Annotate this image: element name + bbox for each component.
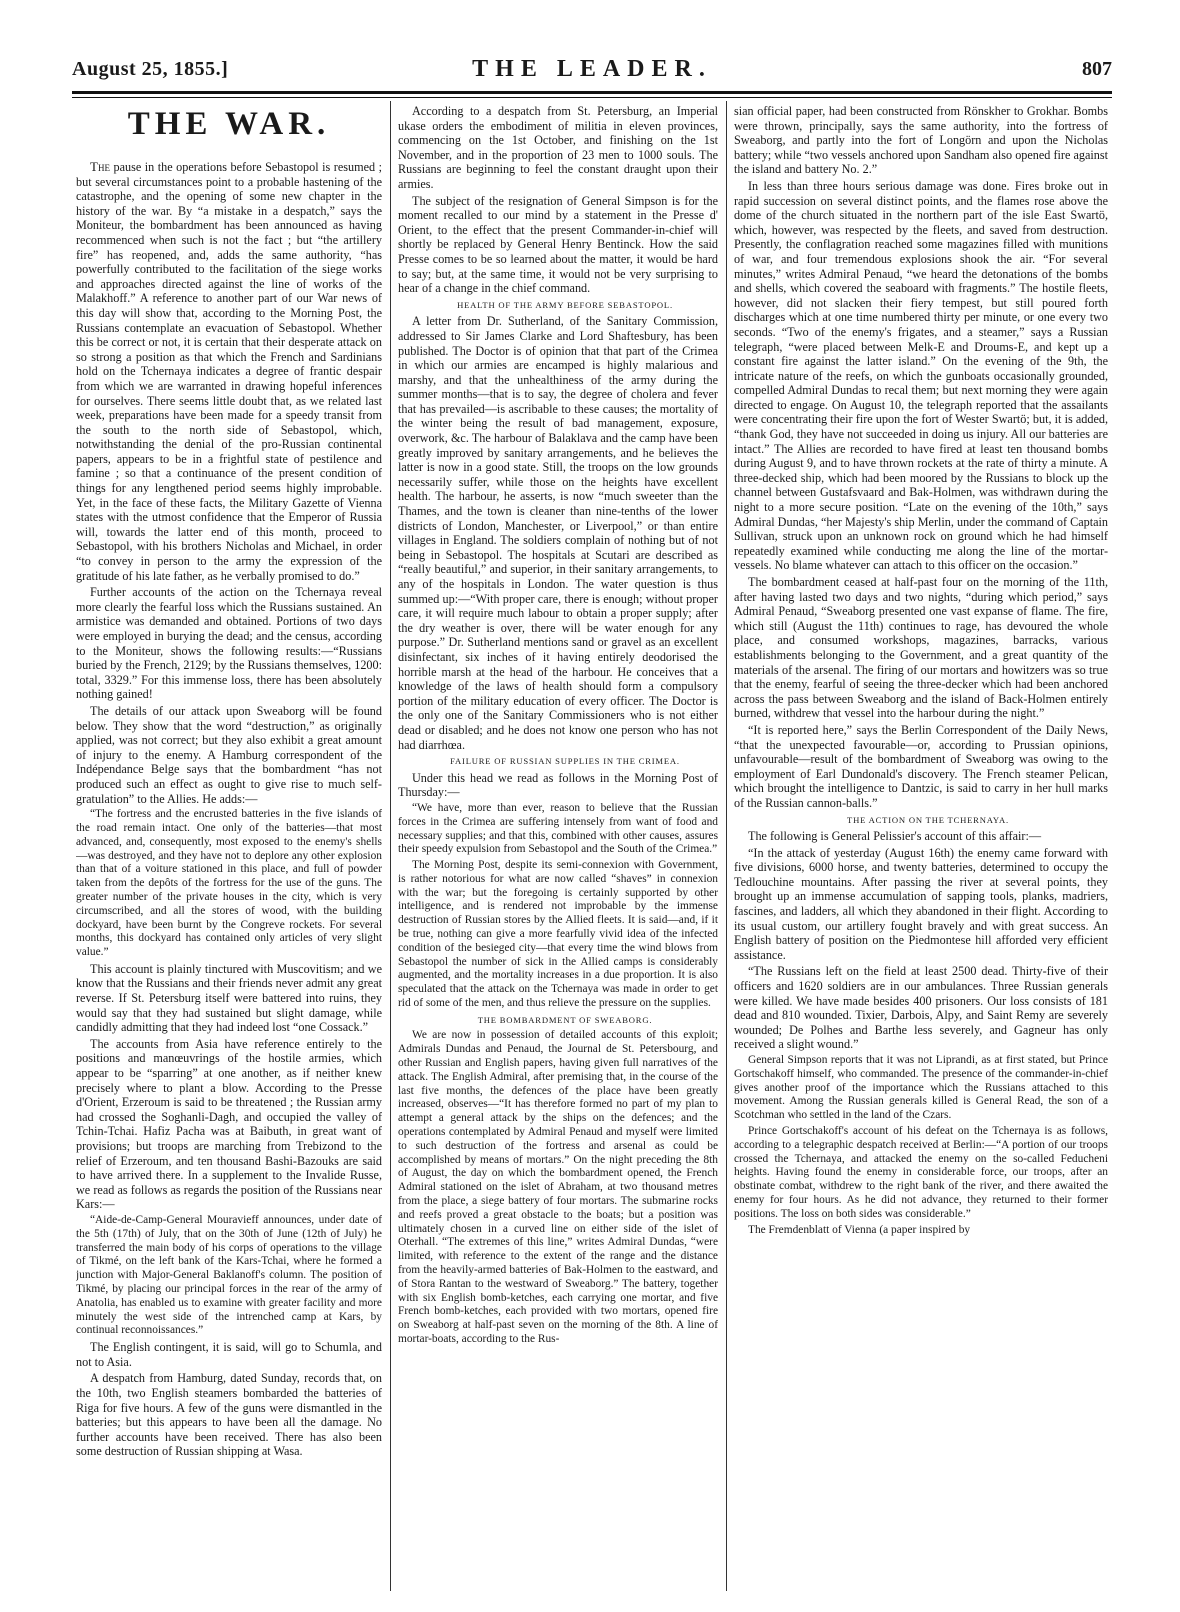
paragraph-text: pause in the operations before Sebastopol is resumed ; but several circumstances point to a probable hastening of the catastrophe, and the opening of some new chapter in the history of the war. By “a mistake in a despatch,” says the Moniteur, the bombardment has been announced as having recommenced when such is not the fact ; but “the artillery fire” has reopened, and, adds the same authority, “has powerfully contributed to the facilitation of the siege works and approaches directed against the line of works of the Malakhoff.” A reference to another part of our War news of this day will show that, according to the Morning Post, the Russians contemplate an evacuation of Sebastopol. Whether this be correct or not, it is certain that their desperate attack on so strong a position as that which the French and Sardinians hold on the Tchernaya indicates a degree of frantic despair from which we are warranted in drawing hopeful inferences for ourselves. There seems little doubt that, as we related last week, preparations have been made for a speedy transit from the south to the north side of Sebastopol, which, notwithstanding the denial of the pro-Russian continental papers, appears to be in a frightful state of pestilence and famine ; so that a continuance of the present condition of things for any lengthened period seems highly improbable. Yet, in the face of these facts, the Military Gazette of Vienna states with the utmost confidence that the Emperor of Russia will, towards the latter end of this month, proceed to Sebastopol, with his brothers Nicholas and Michael, in order “to convey in person to the army the expression of the gratitude of his late father, as he verbally promised to do.” <box>76 160 382 583</box>
quoted-paragraph: “We have, more than ever, reason to believe that the Russian forces in the Crimea are suffering intensely from want of food and necessary supplies; and that this, combined with other causes, assures their speedy expulsion from Sebastopol and the South of the Crimea.” <box>398 801 718 856</box>
paragraph: The accounts from Asia have reference entirely to the positions and manœuvrings of the hostile armies, which appear to be “sparring” at one another, as if neither knew precisely where to plant a blow. According to the Presse d'Orient, Erzeroum is said to be threatened ; the Russian army had crossed the Soghanli-Dagh, and occupied the valley of Tchin-Tchai. Hafiz Pacha was at Baibuth, in great want of provisions; but troops are marching from Trebizond to the relief of Erzeroum, and ten thousand Bashi-Bazouks are said to have arrived there. In a supplement to the Invalide Russe, we read as follows as regards the position of the Russians near Kars:— <box>76 1036 382 1212</box>
column-3 <box>734 104 1108 1588</box>
section-subhead: THE BOMBARDMENT OF SWEABORG. <box>477 1014 653 1025</box>
paragraph: This account is plainly tinctured with Muscovitism; and we know that the Russians and their friends never admit any great reverse. If St. Petersburg itself were battered into ruins, they would say that they had sustained but slight damage, while candidly admitting that they had indeed lost “one Cossack.” <box>76 961 382 1035</box>
paragraph: “It is reported here,” says the Berlin Correspondent of the Daily News, “that the unexpected favourable—or, according to Prussian opinions, unfavourable—result of the bombardment of Sweaborg was owing to the employment of Earl Dundonald's discovery. The French steamer Pelican, which brought the intelligence to Dantzic, is said to carry in her hull marks of the Russian cannon-balls.” <box>734 722 1108 810</box>
article-headline: THE WAR. <box>127 106 331 142</box>
paragraph: Under this head we read as follows in the Morning Post of Thursday:— <box>398 770 718 800</box>
paragraph: A despatch from Hamburg, dated Sunday, records that, on the 10th, two English steamers bombarded the batteries of Riga for five hours. A few of the guns were dismantled in the batteries; but this appears to have been all the damage. No further accounts have been received. There has also been some destruction of Russian shipping at Wasa. <box>76 1371 382 1459</box>
masthead-rule-thick <box>72 91 1112 94</box>
quoted-paragraph: “In the attack of yesterday (August 16th) the enemy came forward with five divisions, 6000 horse, and twenty batteries, determined to occupy the Tedlouchine mountains. After passing the river at several points, they brought up an immense accumulation of sapping tools, planks, madriers, fascines, and ladders, all which they abandoned in their flight. According to its usual custom, our artillery fought bravely and with great success. An English battery of position on the Piedmontese hill afforded very efficient assistance. <box>734 845 1108 962</box>
quoted-paragraph: “Aide-de-Camp-General Mouravieff announces, under date of the 5th (17th) of July, that on the 30th of June (12th of July) he transferred the main body of his corps of operations to the village of Tikmé, on the left bank of the Kars-Tchai, where he formed a junction with Major-General Baklanoff's column. The position of Tikmé, by placing our principal forces in the rear of the army of Anatolia, has enabled us to examine with greater facility and more minutely the west side of the intrenched camp at Kars, by continual reconnoissances.” <box>76 1213 382 1337</box>
paragraph: The Fremdenblatt of Vienna (a paper inspired by <box>748 1223 971 1236</box>
paragraph: The Morning Post, despite its semi-connexion with Government, is rather notorious for what are now called “shaves” in connexion with the war; but the foregoing is certainly supported by other intelligence, and is rendered not improbable by the immense destruction of Russian stores by the Allied fleets. It is said—and, if it be true, nothing can give a more fearfully vivid idea of the infected condition of the besieged city—that every time the wind blows from Sebastopol the number of sick in the Allied camps is considerably augmented, and the mortality increases in a due proportion. It is also speculated that the attack on the Tchernaya was made in order to get rid of some of the men, and thus relieve the pressure on the supplies. <box>398 859 718 1010</box>
issue-date: August 25, 1855.] <box>72 58 229 80</box>
section-subhead: FAILURE OF RUSSIAN SUPPLIES IN THE CRIMEA. <box>450 756 680 767</box>
masthead <box>72 52 1112 86</box>
paragraph: Further accounts of the action on the Tchernaya reveal more clearly the fearful loss which the Russians sustained. An armistice was demanded and obtained. Portions of two days were employed in burying the dead; and the census, according to the Moniteur, shows the following results:—“Russians buried by the French, 2129; by the Russians themselves, 1200: total, 3329.” For this immense loss, there has been absolutely nothing gained! <box>76 585 382 702</box>
paragraph: In less than three hours serious damage was done. Fires broke out in rapid succession on several distinct points, and the flames rose above the dome of the church situated in the northern part of the isle East Swartö, which, however, was respected by the fleets, and saved from destruction. Presently, the conflagration reached some magazines filled with munitions of war, and four tremendous explosions shook the air. “For several minutes,” writes Admiral Penaud, “we heard the detonations of the bombs and shells, which covered the seaboard with fragments.” The hostile fleets, however, did not slacken their fiery tempest, but still poured forth discharges which at one time numbered thirty per minute, or one every two seconds. “Two of the enemy's frigates, and a steamer,” says a Russian telegraph, “were placed between Melk-E and Droums-E, and kept up a constant fire against the latter island.” On the evening of the 9th, the intricate nature of the reefs, on which the gunboats occasionally grounded, compelled Admiral Dundas to recal them; but next morning they were again directed to engage. On August 10, the telegraph reported that the assailants were concentrating their fire upon the fort of Wester Swartö; but, it is added, “thank God, they have not succeeded in doing us injury. All our batteries are intact.” The Allies are recorded to have fired at least ten thousand bombs during August 9, and to have thrown rockets at the rate of thirty a minute. A three-decked ship, which had been moored by the Russians to block up the channel between Gustafsvaard and Bak-Holmen, was withdrawn during the night to a more secure position. “Late on the evening of the 10th,” says Admiral Dundas, “her Majesty's ship Merlin, under the command of Captain Sullivan, struck upon an unknown rock on ground which he had himself repeatedly examined while conducting me along the line of the mortar-vessels. No blame whatever can attach to this officer on the occasion.” <box>734 178 1108 573</box>
paragraph: A letter from Dr. Sutherland, of the Sanitary Commission, addressed to Sir James Clarke and Lord Shaftesbury, has been published. The Doctor is of opinion that that part of the Crimea in which our armies are encamped is highly malarious and marshy, and that the unhealthiness of the army during the summer months—that is to say, the degree of cholera and fever that has prevailed—is ascribable to these causes; the mortality of the winter being the result of bad management, exposure, overwork, &c. The harbour of Balaklava and the camp have been greatly improved by sanitary arrangements, and he believes the latter is now in a good state. Still, the troops on the low grounds necessarily suffer, while those on the heights have excellent health. The harbour, he asserts, is now “much sweeter than the Thames, and the town is cleaner than nine-tenths of the lower districts of London, Manchester, or Liverpool,” or than entire villages in England. The soldiers complain of nothing but of not being in Sebastopol. The hospitals at Scutari are described as “really beautiful,” and superior, in their sanitary arrangements, to any of the hospitals in London. The water question is thus summed up:—“With proper care, there is enough; without proper care, it will require much labour to obtain a proper supply; after the dry weather is over, there will be water enough for any purpose.” Dr. Sutherland mentions sand or gravel as an excellent disinfectant, six inches of it having entirely deodorised the horrible marsh at the head of the harbour. He conceives that a knowledge of the laws of health should form a compulsory portion of the military education of every officer. The Doctor is the only one of the Sanitary Commissioners who is not either dead or disabled; and he does not know one person who has not had diarrhœa. <box>398 314 718 752</box>
column-divider <box>390 101 391 1591</box>
paragraph: sian official paper, had been constructed from Rönskher to Grokhar. Bombs were thrown, principally, says the same authority, into the fortress of Sweaborg, and partly into the fort of Longörn and upon the Nicholas battery; while “two vessels anchored upon Sandham also opened fire against the island and battery No. 2.” <box>734 104 1108 177</box>
paragraph: The details of our attack upon Sweaborg will be found below. They show that the word “destruction,” as originally applied, was not correct; but they also exhibit a great amount of injury to the enemy. A Hamburg correspondent of the Indépendance Belge says that the bombardment “has not produced such an effect as ought to give rise to much self-gratulation” to the Allies. He adds:— <box>76 703 382 806</box>
paragraph <box>76 160 382 583</box>
section-subhead: HEALTH OF THE ARMY BEFORE SEBASTOPOL. <box>457 299 673 310</box>
drop-word: The <box>90 159 110 174</box>
paragraph: The bombardment ceased at half-past four on the morning of the 11th, after having lasted two days and two nights, “during which period,” says Admiral Penaud, “Sweaborg presented one vast expanse of flame. The fire, which still (August the 11th) continues to rage, has devoured the whole place, and consumed workshops, magazines, barracks, various establishments belonging to the Government, and a great quantity of the materials of the arsenal. The firing of our mortars and howitzers was so true that the enemy, fearful of seeing the three-decker which had been anchored across the pass between Sweaborg and the island of Back-Holmen entirely burned, withdrew that vessel into the harbour during the night.” <box>734 575 1108 721</box>
paragraph: General Simpson reports that it was not Liprandi, as at first stated, but Prince Gortschakoff himself, who commanded. The presence of the commander-in-chief gives another proof of the importance which the Russians attached to this movement. Among the Russian generals killed is General Read, the son of a Scotchman who settled in the land of the Czars. <box>734 1054 1108 1122</box>
column-2 <box>398 104 718 1588</box>
paragraph: We are now in possession of detailed accounts of this exploit; Admirals Dundas and Penaud, the Journal de St. Petersbourg, and other Russian and English papers, having given full narratives of the attack. The English Admiral, after premising that, in the course of the last five months, the defences of the place have been greatly increased, observes—“It has therefore formed no part of my plan to attempt a general attack by the ships on the defences; and the operations contemplated by Admiral Penaud and myself were limited to such destruction of the fortress and arsenal as could be accomplished by means of mortars.” On the night preceding the 8th of August, the day on which the bombardment opened, the French Admiral stationed on the islet of Abraham, at two thousand metres from the place, a siege battery of four mortars. The submarine rocks and reefs proved a great obstacle to the boats; but a position was ultimately chosen in a curved line on either side of the islet of Oterhall. “The extremes of this line,” writes Admiral Dundas, “were limited, with reference to the extent of the range and the distance from the heavily-armed batteries of Bak-Holmen to the eastward, and of Stora Rantan to the westward of Sweaborg.” The battery, together with six English bomb-ketches, each carrying one mortar, and five French bomb-ketches, each provided with two mortars, opened fire on Sweaborg at half-past seven on the morning of the 8th. A line of mortar-boats, according to the Rus- <box>398 1029 718 1345</box>
paragraph: The English contingent, it is said, will go to Schumla, and not to Asia. <box>76 1340 382 1369</box>
paragraph: The following is General Pelissier's account of this affair:— <box>748 829 1042 844</box>
newspaper-title: THE LEADER. <box>472 56 712 82</box>
quoted-paragraph: “The Russians left on the field at least 2500 dead. Thirty-five of their officers and 1620 soldiers are in our ambulances. Three Russian generals were killed. We have made besides 400 prisoners. Our loss consists of 181 dead and 810 wounded. Tixier, Darbois, Alpy, and Saint Remy are severely wounded; De Polhes and Barthe less severely, and Gagneur has only received a slight wound.” <box>734 964 1108 1052</box>
quoted-paragraph: “The fortress and the encrusted batteries in the five islands of the road remain intact. One only of the batteries—that most advanced, and, consequently, most exposed to the enemy's shells—was destroyed, and they have not to deplore any other explosion than that of a voiture stationed in this place, and full of powder taken from the depôts of the fortress for the use of the guns. The greater number of the private houses in the city, which is very circumscribed, and all the stores of wood, with the building dockyard, have been burnt by the Congreve rockets. For several months, this dockyard has contained only articles of very slight value.” <box>76 808 382 959</box>
paragraph: The subject of the resignation of General Simpson is for the moment recalled to our mind by a statement in the Presse d' Orient, to the effect that the present Commander-in-chief will shortly be replaced by General Henry Bentinck. How the said Presse comes to be so learned about the matter, it would be hard to say; but, at the same time, it would not be very surprising to hear of a change in the chief command. <box>398 193 718 296</box>
column-divider <box>726 101 727 1591</box>
masthead-rule-thin <box>72 97 1112 98</box>
column-1 <box>76 104 382 1588</box>
section-subhead: THE ACTION ON THE TCHERNAYA. <box>847 814 1009 825</box>
page-number: 807 <box>1082 58 1112 80</box>
paragraph: According to a despatch from St. Petersburg, an Imperial ukase orders the embodiment of militia in eleven provinces, commencing on the 1st October, and finishing on the 1st November, and in the proportion of 23 men to 1000 souls. The Russians are beginning to feel the constant draught upon their armies. <box>398 104 718 191</box>
paragraph: Prince Gortschakoff's account of his defeat on the Tchernaya is as follows, according to a telegraphic despatch received at Berlin:—“A portion of our troops crossed the Tchernaya, and attacked the enemy on the so-called Feducheni heights. Having found the enemy in considerable force, our troops, after an obstinate combat, withdrew to the right bank of the river, and there awaited the enemy for four hours. As he did not advance, they returned to their former positions. The loss on both sides was considerable.” <box>734 1124 1108 1220</box>
